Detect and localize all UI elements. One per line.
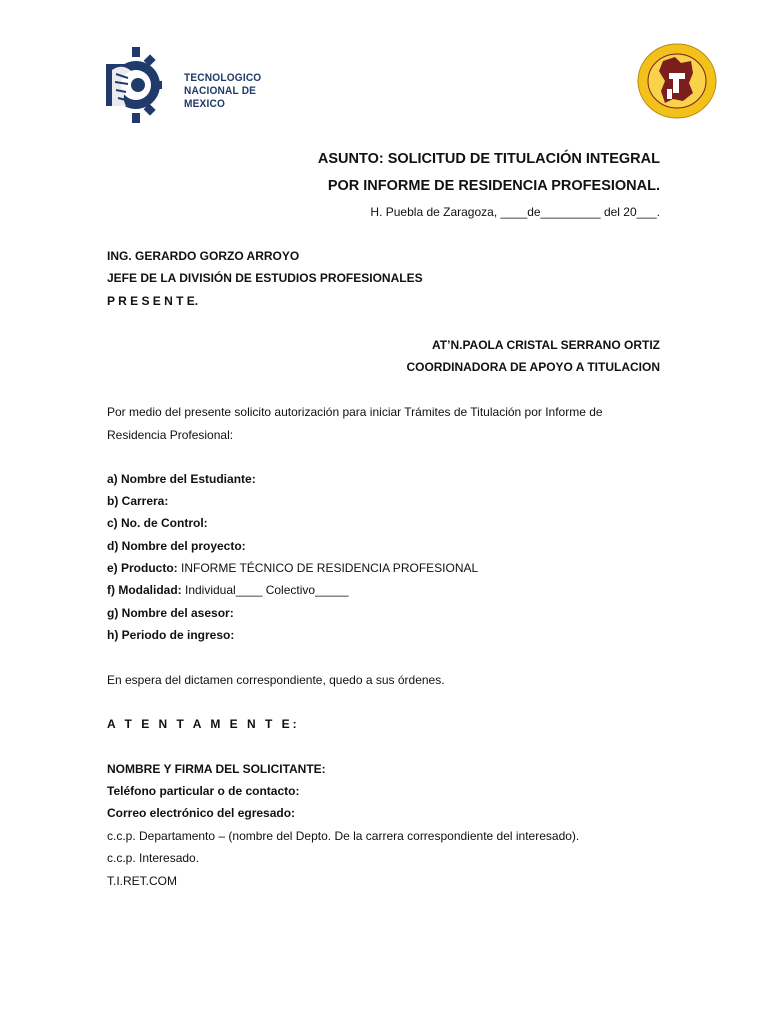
ccp-department: c.c.p. Departamento – (nombre del Depto. De la carrera correspondiente del interesado). xyxy=(107,829,580,843)
tecnm-line1: TECNOLOGICO xyxy=(184,72,262,84)
attention-name: AT’N.PAOLA CRISTAL SERRANO ORTIZ xyxy=(432,338,660,352)
field-advisor xyxy=(107,606,234,620)
applicant-phone: Teléfono particular o de contacto: xyxy=(107,784,300,798)
field-control-number xyxy=(107,516,208,530)
field-label: e) Producto: xyxy=(107,561,178,575)
tecnm-line2: NACIONAL DE MEXICO xyxy=(184,85,257,110)
field-label: c) No. de Control: xyxy=(107,516,208,530)
field-project-name xyxy=(107,539,246,553)
itp-seal-logo xyxy=(637,43,717,119)
body-line2: Residencia Profesional: xyxy=(107,428,234,442)
field-label: a) Nombre del Estudiante: xyxy=(107,472,256,486)
signoff: A T E N T A M E N T E: xyxy=(107,717,300,731)
subject-line1: ASUNTO: SOLICITUD DE TITULACIÓN INTEGRAL xyxy=(317,151,660,167)
applicant-sign: NOMBRE Y FIRMA DEL SOLICITANTE: xyxy=(107,762,326,776)
field-value: INFORME TÉCNICO DE RESIDENCIA PROFESIONAL xyxy=(177,561,479,575)
tecnm-logo-text xyxy=(184,72,261,111)
field-student-name xyxy=(107,472,256,486)
body-line1: Por medio del presente solicito autorización para iniciar Trámites de Titulación por Informe de xyxy=(107,405,603,419)
itp-seal-icon xyxy=(637,43,717,119)
tecnm-logo xyxy=(106,44,266,126)
recipient-present: P R E S E N T E. xyxy=(107,294,199,308)
ccp-interested: c.c.p. Interesado. xyxy=(107,851,200,865)
subject-line2: POR INFORME DE RESIDENCIA PROFESIONAL. xyxy=(327,178,660,194)
field-label: f) Modalidad: xyxy=(107,583,182,597)
field-entry-period xyxy=(107,628,234,642)
applicant-email: Correo electrónico del egresado: xyxy=(107,806,296,820)
ccp-reference: T.I.RET.COM xyxy=(107,874,178,888)
closing-text: En espera del dictamen correspondiente, quedo a sus órdenes. xyxy=(107,673,445,687)
field-product xyxy=(107,561,478,575)
field-label: h) Periodo de ingreso: xyxy=(107,628,235,642)
field-career xyxy=(107,494,168,508)
recipient-name: ING. GERARDO GORZO ARROYO xyxy=(107,249,300,263)
field-modality xyxy=(107,583,348,597)
field-label: b) Carrera: xyxy=(107,494,169,508)
field-value: Individual____ Colectivo_____ xyxy=(181,583,349,597)
tecnm-gear-icon xyxy=(106,44,166,126)
field-label: d) Nombre del proyecto: xyxy=(107,539,246,553)
recipient-title: JEFE DE LA DIVISIÓN DE ESTUDIOS PROFESIONALES xyxy=(107,271,423,285)
place-date: H. Puebla de Zaragoza, ____de_________ del 20___. xyxy=(370,205,660,219)
attention-title: COORDINADORA DE APOYO A TITULACION xyxy=(406,360,660,374)
field-label: g) Nombre del asesor: xyxy=(107,606,234,620)
